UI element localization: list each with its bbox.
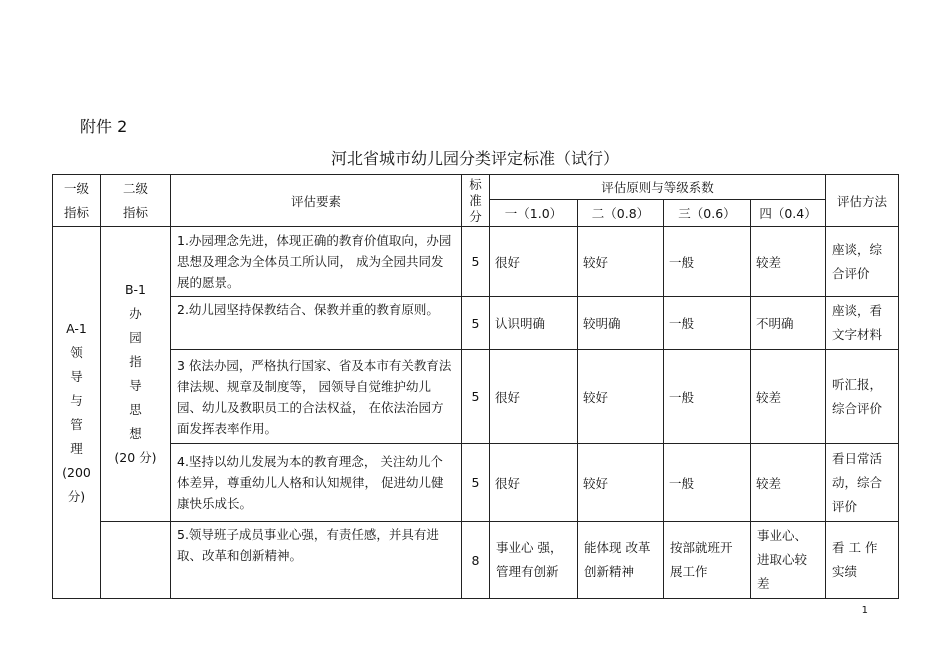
indicator-a1-points: (200 bbox=[62, 464, 91, 480]
grade-1-cell: 认识明确 bbox=[490, 297, 578, 350]
element-text: 5.领导班子成员事业心强，有责任感，并具有进取、改革和创新精神。 bbox=[171, 522, 462, 599]
method-cell: 座谈，看文字材料 bbox=[826, 297, 899, 350]
standard-score: 8 bbox=[462, 522, 490, 599]
header-grade-3: 三（0.6） bbox=[664, 200, 751, 227]
grade-3-cell: 一般 bbox=[664, 350, 751, 444]
table-row bbox=[53, 444, 899, 522]
grade-1-cell: 事业心 强，管理有创新 bbox=[490, 522, 578, 599]
header-method: 评估方法 bbox=[826, 175, 899, 227]
grade-3-cell: 一般 bbox=[664, 297, 751, 350]
method-cell: 看日常活动，综合评价 bbox=[826, 444, 899, 522]
indicator-b1-char: 园 bbox=[129, 330, 142, 345]
grade-2-cell: 能体现 改革创新精神 bbox=[578, 522, 664, 599]
standard-score: 5 bbox=[462, 444, 490, 522]
indicator-b1-code: B-1 bbox=[124, 282, 147, 297]
header-grade-2: 二（0.8） bbox=[578, 200, 664, 227]
document-title: 河北省城市幼儿园分类评定标准（试行） bbox=[330, 149, 619, 168]
table-row bbox=[53, 297, 899, 350]
indicator-a1-char: 与 bbox=[70, 392, 83, 408]
indicator-b1-points: (20 分) bbox=[114, 450, 157, 465]
element-text: 3 依法办园，严格执行国家、省及本市有关教育法律法规、规章及制度等， 园领导自觉维护幼儿园、幼儿及教职员工的合法权益， 在依法治园方面发挥表率作用。 bbox=[171, 350, 462, 444]
grade-3-cell: 一般 bbox=[664, 444, 751, 522]
indicator-b1-char: 思 bbox=[129, 402, 142, 417]
table-row bbox=[53, 227, 899, 297]
standard-score: 5 bbox=[462, 350, 490, 444]
grade-3-cell: 一般 bbox=[664, 227, 751, 297]
indicator-a1-points-unit: 分) bbox=[67, 488, 86, 504]
header-score: 标准分 bbox=[462, 175, 490, 227]
indicator-a1-char: 管 bbox=[70, 416, 83, 432]
indicator-a1-char: 领 bbox=[70, 344, 83, 360]
standard-score: 5 bbox=[462, 227, 490, 297]
grade-4-cell: 不明确 bbox=[751, 297, 826, 350]
indicator-b1-char: 想 bbox=[129, 426, 142, 441]
element-text: 2.幼儿园坚持保教结合、保教并重的教育原则。 bbox=[171, 297, 462, 350]
header-grade-4: 四（0.4） bbox=[751, 200, 826, 227]
evaluation-table bbox=[52, 174, 899, 599]
header-grade-1: 一（1.0） bbox=[490, 200, 578, 227]
indicator-a1-char: 理 bbox=[70, 440, 83, 456]
grade-4-cell: 较差 bbox=[751, 227, 826, 297]
indicator-a1-code: A-1 bbox=[66, 320, 87, 336]
grade-4-cell: 较差 bbox=[751, 444, 826, 522]
header-level1: 一级指标 bbox=[53, 175, 101, 227]
grade-2-cell: 较好 bbox=[578, 444, 664, 522]
attachment-label: 附件 2 bbox=[80, 117, 128, 136]
header-principle: 评估原则与等级系数 bbox=[490, 175, 826, 200]
empty-indicator-cell bbox=[101, 522, 171, 599]
grade-4-cell: 事业心、进取心较差 bbox=[751, 522, 826, 599]
method-cell: 听汇报，综合评价 bbox=[826, 350, 899, 444]
grade-1-cell: 很好 bbox=[490, 444, 578, 522]
grade-4-cell: 较差 bbox=[751, 350, 826, 444]
method-cell: 看 工 作 实绩 bbox=[826, 522, 899, 599]
grade-2-cell: 较明确 bbox=[578, 297, 664, 350]
page-number: 1 bbox=[861, 605, 868, 616]
element-text: 1.办园理念先进，体现正确的教育价值取向，办园思想及理念为全体员工所认同， 成为全园共同发展的愿景。 bbox=[171, 227, 462, 297]
table-header-row bbox=[53, 175, 899, 200]
grade-3-cell: 按部就班开展工作 bbox=[664, 522, 751, 599]
indicator-b1 bbox=[101, 227, 171, 522]
grade-2-cell: 较好 bbox=[578, 227, 664, 297]
indicator-b1-char: 导 bbox=[129, 378, 142, 393]
indicator-b1-char: 指 bbox=[129, 354, 142, 369]
method-cell: 座谈，综合评价 bbox=[826, 227, 899, 297]
element-text: 4.坚持以幼儿发展为本的教育理念， 关注幼儿个体差异，尊重幼儿人格和认知规律， 促进幼儿健康快乐成长。 bbox=[171, 444, 462, 522]
indicator-b1-char: 办 bbox=[129, 306, 142, 321]
table-row bbox=[53, 350, 899, 444]
header-level2: 二级指标 bbox=[101, 175, 171, 227]
table-row bbox=[53, 522, 899, 599]
header-elements: 评估要素 bbox=[171, 175, 462, 227]
grade-2-cell: 较好 bbox=[578, 350, 664, 444]
indicator-a1 bbox=[53, 227, 101, 599]
indicator-a1-char: 导 bbox=[70, 368, 83, 384]
grade-1-cell: 很好 bbox=[490, 227, 578, 297]
grade-1-cell: 很好 bbox=[490, 350, 578, 444]
standard-score: 5 bbox=[462, 297, 490, 350]
